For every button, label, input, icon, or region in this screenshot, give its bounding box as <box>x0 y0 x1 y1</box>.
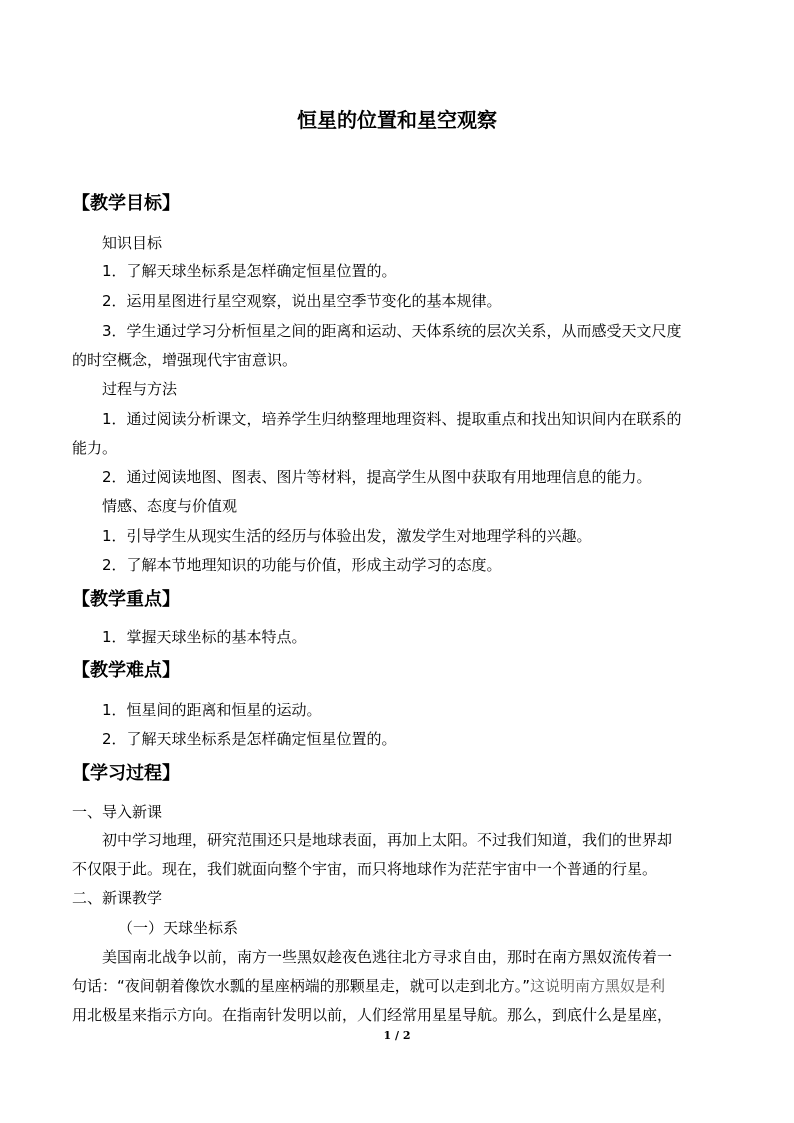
heading-key-points: 【教学重点】 <box>72 589 180 610</box>
part2-title: 二、新课教学 <box>72 889 163 907</box>
heading-objectives: 【教学目标】 <box>72 193 180 214</box>
sub1-line-2 <box>72 975 665 996</box>
sub1-line-2-explanation: 这说明南方黑奴是利 <box>530 977 666 995</box>
knowledge-item-2: 2．运用星图进行星空观察，说出星空季节变化的基本规律。 <box>102 292 502 310</box>
knowledge-item-3: 3．学生通过学习分析恒星之间的距离和运动、天体系统的层次关系，从而感受天文尺度 <box>102 322 682 340</box>
process-item-1-cont: 能力。 <box>72 439 118 457</box>
difficult-item-1: 1．恒星间的距离和恒星的运动。 <box>102 701 322 719</box>
sub1-title: （一）天球坐标系 <box>118 919 239 937</box>
knowledge-title: 知识目标 <box>102 234 163 252</box>
part1-line-1: 初中学习地理，研究范围还只是地球表面，再加上太阳。不过我们知道，我们的世界却 <box>102 831 673 849</box>
process-title: 过程与方法 <box>102 380 178 398</box>
document-title: 恒星的位置和星空观察 <box>297 108 497 132</box>
sub1-line-1: 美国南北战争以前，南方一些黑奴趁夜色逃往北方寻求自由，那时在南方黑奴流传着一 <box>102 948 673 966</box>
knowledge-item-3-cont: 的时空概念，增强现代宇宙意识。 <box>72 351 298 369</box>
emotion-title: 情感、态度与价值观 <box>102 497 238 515</box>
part1-line-2: 不仅限于此。现在，我们就面向整个宇宙，而只将地球作为茫茫宇宙中一个普通的行星。 <box>72 860 658 878</box>
part1-title: 一、导入新课 <box>72 803 163 821</box>
emotion-item-1: 1．引导学生从现实生活的经历与体验出发，激发学生对地理学科的兴趣。 <box>102 527 592 545</box>
key-item-1: 1．掌握天球坐标的基本特点。 <box>102 628 307 646</box>
process-item-2: 2．通过阅读地图、图表、图片等材料，提高学生从图中获取有用地理信息的能力。 <box>102 468 652 486</box>
sub1-line-2-quote: 句话：“夜间朝着像饮水瓢的星座柄端的那颗星走，就可以走到北方。” <box>72 977 531 995</box>
emotion-item-2: 2．了解本节地理知识的功能与价值，形成主动学习的态度。 <box>102 556 502 574</box>
heading-learning-process: 【学习过程】 <box>72 763 180 784</box>
knowledge-item-1: 1．了解天球坐标系是怎样确定恒星位置的。 <box>102 262 397 280</box>
heading-difficult-points: 【教学难点】 <box>72 660 180 681</box>
process-item-1: 1．通过阅读分析课文，培养学生归纳整理地理资料、提取重点和找出知识间内在联系的 <box>102 410 682 428</box>
difficult-item-2: 2．了解天球坐标系是怎样确定恒星位置的。 <box>102 730 397 748</box>
page-number: 1 / 2 <box>383 1029 411 1042</box>
sub1-line-3: 用北极星来指示方向。在指南针发明以前，人们经常用星星导航。那么，到底什么是星座， <box>72 1006 673 1024</box>
